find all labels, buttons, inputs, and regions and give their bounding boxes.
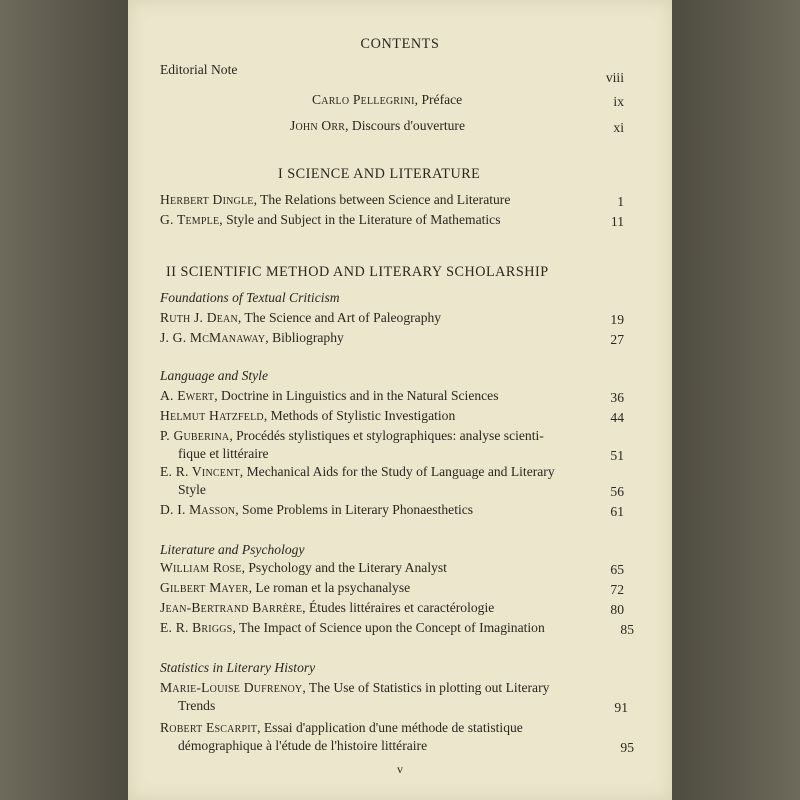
toc-entry — [160, 428, 544, 444]
entry-author: P. Guberina — [160, 428, 230, 443]
preface-title: , Préface — [414, 92, 463, 107]
entry-page: 27 — [610, 332, 624, 347]
entry-page: 56 — [610, 484, 624, 499]
entry-page: 11 — [610, 214, 624, 229]
discours-title: , Discours d'ouverture — [345, 118, 465, 133]
page-number: v — [397, 762, 403, 776]
toc-entry — [160, 600, 494, 616]
entry-title-continued: fique et littéraire — [178, 446, 269, 461]
entry-page: 36 — [610, 390, 624, 405]
subhead-literature-psychology: Literature and Psychology — [160, 542, 305, 557]
entry-page: 91 — [614, 700, 628, 715]
editorial-note: Editorial Note — [160, 62, 238, 77]
entry-author: J. G. McManaway — [160, 330, 266, 345]
entry-author: E. R. Briggs — [160, 620, 233, 635]
entry-title: , Psychology and the Literary Analyst — [241, 560, 447, 575]
entry-title: , Mechanical Aids for the Study of Language and Literary — [239, 464, 555, 479]
contents-page — [128, 0, 672, 800]
toc-entry — [160, 720, 523, 736]
entry-title-continued: Style — [178, 482, 206, 497]
discours-author: John Orr — [290, 118, 346, 133]
toc-entry — [160, 212, 501, 228]
entry-page: 65 — [610, 562, 624, 577]
entry-page: 95 — [620, 740, 634, 755]
entry-page: 1 — [617, 194, 624, 209]
entry-page: 72 — [610, 582, 624, 597]
toc-entry — [160, 580, 410, 596]
entry-title: , The Science and Art of Paleography — [237, 310, 442, 325]
entry-title: , The Use of Statistics in plotting out Literary — [302, 680, 550, 695]
editorial-note-page: viii — [605, 70, 624, 85]
entry-author: Robert Escarpit — [160, 720, 258, 735]
toc-entry — [160, 464, 555, 480]
toc-entry — [160, 330, 344, 346]
entry-title: , Doctrine in Linguistics and in the Natural Sciences — [214, 388, 499, 403]
entry-page: 61 — [610, 504, 624, 519]
subhead-textual-criticism: Foundations of Textual Criticism — [160, 290, 340, 305]
right-background — [672, 0, 800, 800]
entry-page: 80 — [610, 602, 624, 617]
page-title: CONTENTS — [360, 36, 440, 52]
part-1-heading: I SCIENCE AND LITERATURE — [278, 166, 481, 182]
toc-entry — [160, 502, 473, 518]
toc-entry — [160, 680, 549, 696]
entry-author: Marie-Louise Dufrenoy — [160, 680, 303, 695]
entry-title-continued: Trends — [178, 698, 216, 713]
entry-page: 19 — [610, 312, 624, 327]
entry-author: G. Temple — [160, 212, 220, 227]
discours-page: xi — [613, 120, 624, 135]
toc-entry — [160, 620, 545, 636]
toc-entry — [160, 192, 510, 208]
entry-author: Ruth J. Dean — [160, 310, 238, 325]
part-2-heading: II SCIENTIFIC METHOD AND LITERARY SCHOLARSHIP — [166, 264, 549, 280]
entry-title: , Some Problems in Literary Phonaesthetics — [235, 502, 474, 517]
entry-page: 51 — [610, 448, 624, 463]
preface-page: ix — [613, 94, 624, 109]
entry-author: Jean-Bertrand Barrère — [160, 600, 303, 615]
subhead-statistics: Statistics in Literary History — [160, 660, 316, 675]
entry-title: , Essai d'application d'une méthode de statistique — [257, 720, 523, 735]
entry-title: , The Relations between Science and Literature — [253, 192, 511, 207]
entry-author: William Rose — [160, 560, 242, 575]
entry-page: 85 — [620, 622, 634, 637]
entry-title-continued: démographique à l'étude de l'histoire littéraire — [178, 738, 428, 753]
entry-author: D. I. Masson — [160, 502, 236, 517]
entry-title: , Style and Subject in the Literature of Mathematics — [219, 212, 501, 227]
entry-title: , Methods of Stylistic Investigation — [263, 408, 456, 423]
entry-title: , The Impact of Science upon the Concept of Imagination — [232, 620, 545, 635]
preface-author: Carlo Pellegrini — [312, 92, 415, 107]
entry-title: , Bibliography — [265, 330, 344, 345]
toc-entry — [160, 310, 441, 326]
entry-page: 44 — [610, 410, 624, 425]
entry-author: Herbert Dingle — [160, 192, 254, 207]
entry-author: A. Ewert — [160, 388, 215, 403]
entry-author: Helmut Hatzfeld — [160, 408, 264, 423]
entry-title: , Procédés stylistiques et stylographiques: analyse scienti- — [229, 428, 544, 443]
entry-author: E. R. Vincent — [160, 464, 240, 479]
toc-entry — [160, 408, 455, 424]
entry-author: Gilbert Mayer — [160, 580, 249, 595]
preface-entry — [312, 92, 462, 108]
entry-title: , Études littéraires et caractérologie — [302, 600, 495, 615]
toc-entry — [160, 388, 499, 404]
entry-title: , Le roman et la psychanalyse — [248, 580, 411, 595]
discours-entry — [290, 118, 465, 134]
toc-entry — [160, 560, 447, 576]
left-background — [0, 0, 128, 800]
subhead-language-style: Language and Style — [160, 368, 268, 383]
